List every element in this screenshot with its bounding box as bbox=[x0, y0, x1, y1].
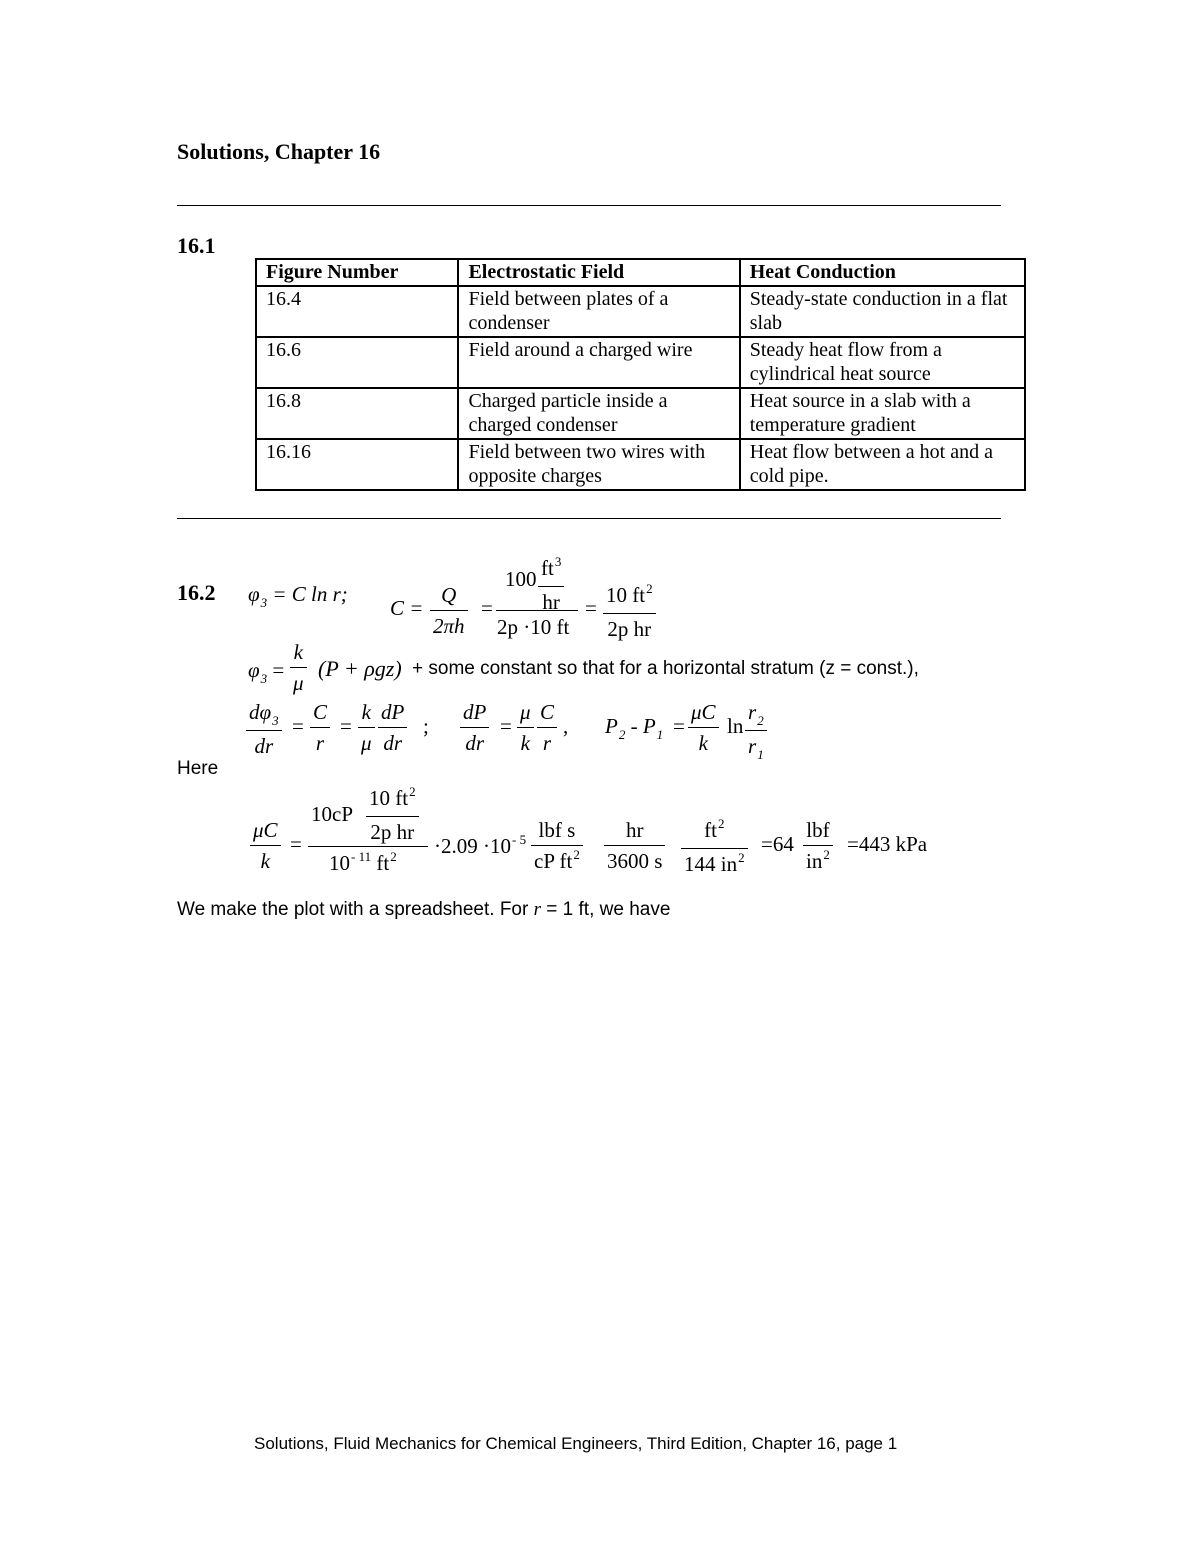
eq3-pressure-diff: $P_2 - P_1$ bbox=[605, 714, 664, 742]
eq3-frac-dphi-dr: $d\varphi_3$ dr bbox=[246, 700, 282, 758]
eq4-eq64: =64 bbox=[761, 832, 794, 856]
eq4-frac-lbf-in2: lbf $in^2$ bbox=[803, 818, 833, 876]
cell-figure: 16.8 bbox=[256, 388, 458, 439]
cell-figure: 16.6 bbox=[256, 337, 458, 388]
cell-electrostatic: Field between two wires with opposite charges bbox=[458, 439, 739, 490]
eq1-main-bar bbox=[496, 610, 578, 611]
eq3-equals-d: = bbox=[673, 714, 685, 738]
eq1-C-lhs: C = bbox=[390, 596, 424, 620]
table-row bbox=[256, 337, 1025, 388]
eq2-paren: (P + ρgz) bbox=[318, 656, 402, 681]
cell-heat: Steady heat flow from a cylindrical heat source bbox=[740, 337, 1025, 388]
eq4-den: $10^{- 11}$ $ft^2$ bbox=[329, 849, 397, 875]
cell-electrostatic: Charged particle inside a charged condenser bbox=[458, 388, 739, 439]
eq4-factor: $\cdot 2.09 \cdot 10^{- 5}$ bbox=[434, 832, 527, 858]
col-header-figure: Figure Number bbox=[256, 259, 458, 286]
eq1-frac-10ft2-2phr: 10 $ft^2$ 2p hr bbox=[603, 583, 656, 641]
eq1-equals-b: = bbox=[585, 596, 597, 620]
eq3-frac-dP-dr: dP dr bbox=[378, 700, 407, 755]
divider-middle bbox=[177, 518, 1001, 519]
eq3-equals-c: = bbox=[500, 714, 512, 738]
eq4-main-bar bbox=[308, 846, 428, 847]
eq3-frac-k-mu: k μ bbox=[358, 700, 375, 755]
cell-figure: 16.16 bbox=[256, 439, 458, 490]
col-header-heat: Heat Conduction bbox=[740, 259, 1025, 286]
eq4-equals: = bbox=[290, 832, 302, 856]
eq2-phi: $\varphi_3$ = bbox=[248, 658, 285, 686]
eq3-equals-a: = bbox=[292, 714, 304, 738]
eq4-frac-ft2-in2: $ft^2$ 144 $in^2$ bbox=[681, 818, 748, 879]
table-row bbox=[256, 388, 1025, 439]
cell-electrostatic: Field between plates of a condenser bbox=[458, 286, 739, 337]
closing-text: We make the plot with a spreadsheet. For r = 1 ft, we have bbox=[177, 899, 671, 920]
eq1-frac-Q-2pih: Q 2πh bbox=[430, 583, 468, 638]
eq3-frac-dP-dr-2: dP dr bbox=[460, 700, 489, 755]
cell-heat: Heat flow between a hot and a cold pipe. bbox=[740, 439, 1025, 490]
eq4-frac-lbfs-cpft2: lbf s cP $ft^2$ bbox=[531, 818, 583, 876]
eq4-frac-10ft2-2phr: 10 $ft^2$ 2p hr bbox=[366, 786, 419, 844]
eq4-frac-muC-k: μC k bbox=[250, 818, 281, 873]
divider-top bbox=[177, 205, 1001, 206]
eq3-frac-C-r: C r bbox=[310, 700, 330, 755]
eq4-frac-hr-3600s: hr 3600 s bbox=[604, 818, 665, 873]
problem-16-2-label: 16.2 bbox=[177, 580, 216, 605]
eq4-result: =443 kPa bbox=[847, 832, 928, 856]
eq3-equals-b: = bbox=[340, 714, 352, 738]
eq3-ln: ln bbox=[727, 714, 744, 738]
problem-16-1-label: 16.1 bbox=[177, 233, 216, 258]
here-label: Here bbox=[177, 758, 219, 779]
eq2-frac-k-mu: k μ bbox=[290, 640, 307, 695]
eq2-rest: + some constant so that for a horizontal stratum (z = const.), bbox=[412, 658, 919, 679]
eq3-frac-mu-k: μ k bbox=[517, 700, 534, 755]
page-title: Solutions, Chapter 16 bbox=[177, 139, 381, 164]
cell-heat: Steady-state conduction in a flat slab bbox=[740, 286, 1025, 337]
eq3-frac-r2-r1: $r_2$ $r_1$ bbox=[745, 700, 767, 761]
cell-electrostatic: Field around a charged wire bbox=[458, 337, 739, 388]
eq3-frac-muC-k: μC k bbox=[688, 700, 719, 755]
eq3-semicolon: ; bbox=[423, 714, 429, 738]
table-header-row bbox=[256, 259, 1025, 286]
page-footer: Solutions, Fluid Mechanics for Chemical Engineers, Third Edition, Chapter 16, page 1 bbox=[254, 1434, 898, 1453]
analogy-table bbox=[255, 258, 1026, 491]
eq3-comma: , bbox=[563, 714, 569, 738]
eq4-num-10cP: 10cP bbox=[311, 802, 353, 826]
eq1-num-100: 100 bbox=[505, 567, 537, 591]
eq1-phi-lnr: $\varphi_3 = C$ ln r; bbox=[248, 582, 348, 610]
eq1-den-2p10ft: 2p ·10 ft bbox=[497, 615, 570, 639]
col-header-electrostatic: Electrostatic Field bbox=[458, 259, 739, 286]
table-row bbox=[256, 439, 1025, 490]
eq1-frac-ft3-hr: $ft^3$ hr bbox=[538, 556, 564, 614]
eq1-equals-a: = bbox=[481, 596, 493, 620]
cell-heat: Heat source in a slab with a temperature gradient bbox=[740, 388, 1025, 439]
cell-figure: 16.4 bbox=[256, 286, 458, 337]
table-row bbox=[256, 286, 1025, 337]
eq3-frac-C-r-2: C r bbox=[537, 700, 557, 755]
